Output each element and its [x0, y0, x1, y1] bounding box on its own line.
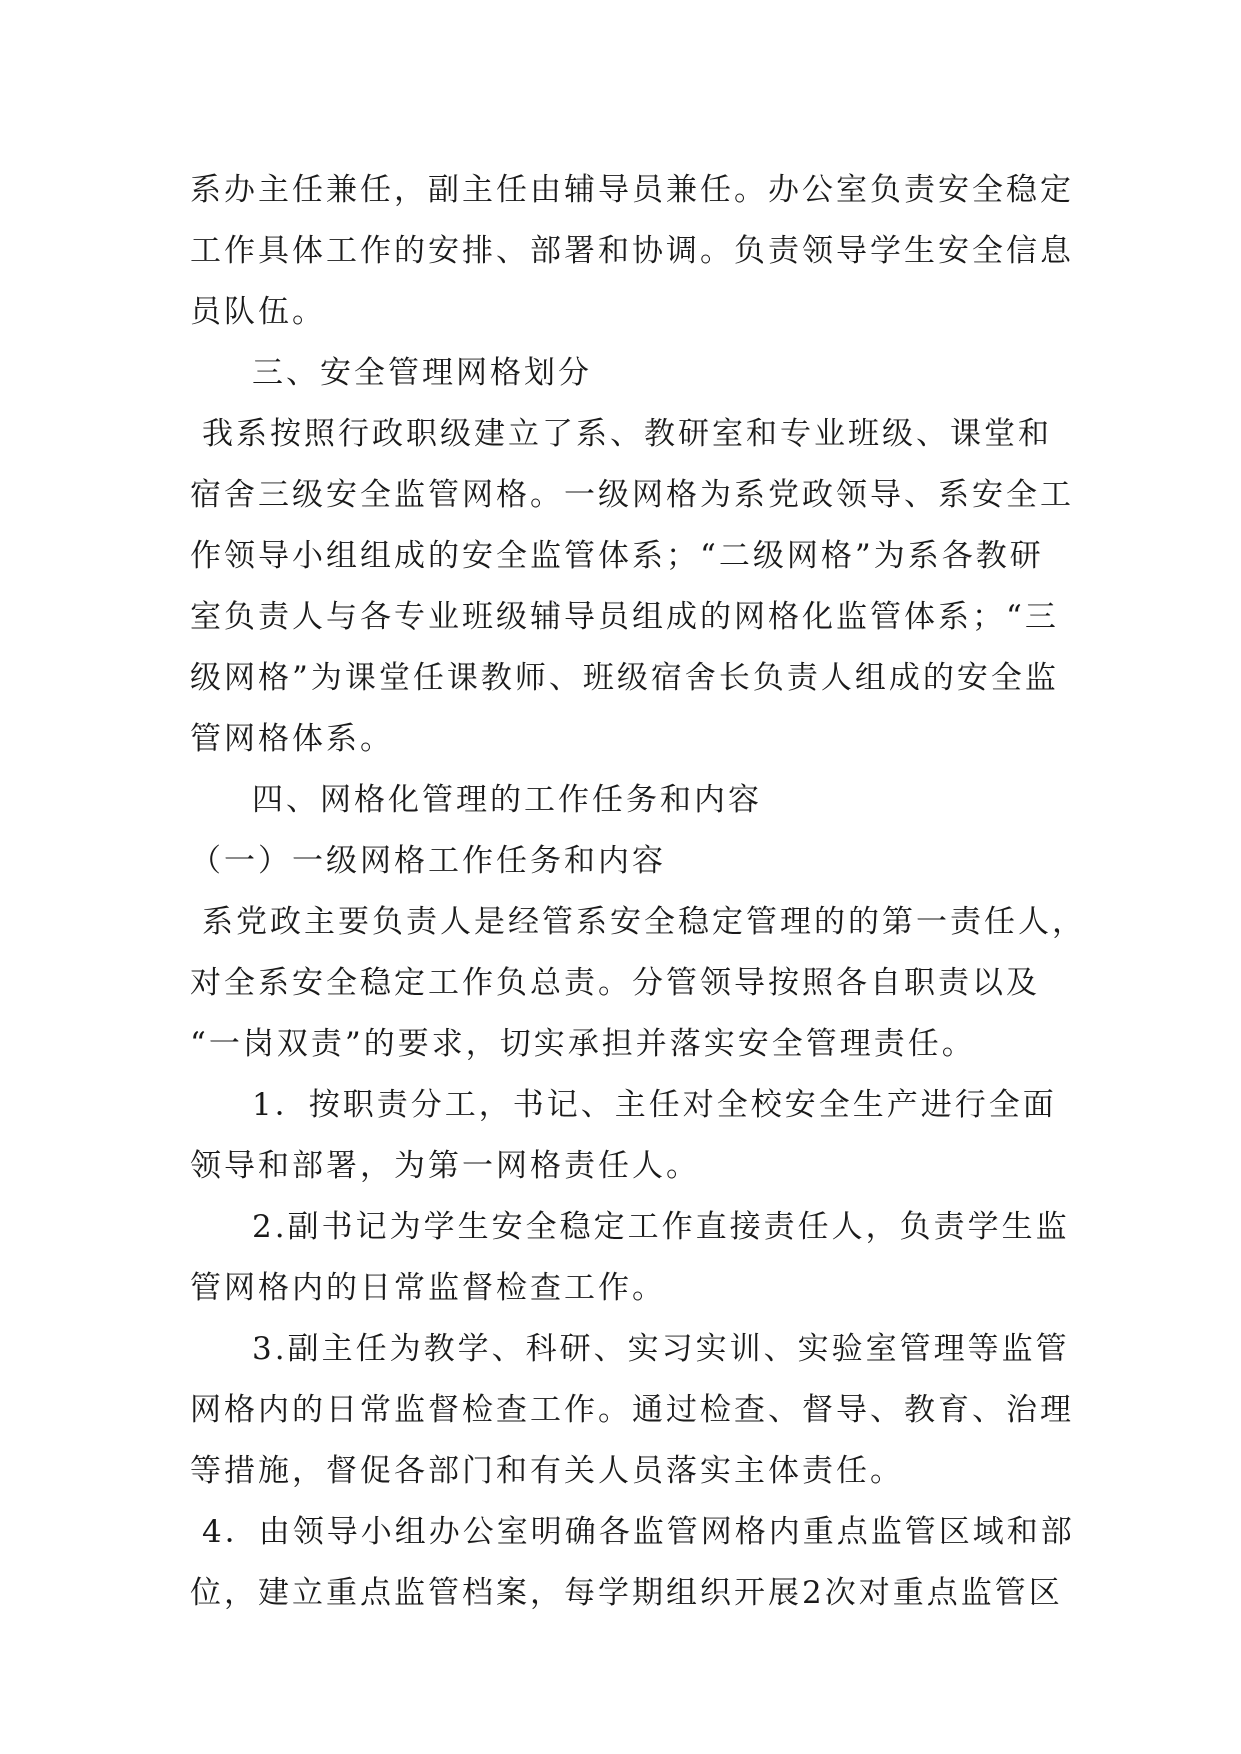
text-line: 我系按照行政职级建立了系、教研室和专业班级、课堂和 — [202, 416, 1052, 452]
text-line: 系党政主要负责人是经管系安全稳定管理的的第一责任人， — [202, 904, 1086, 940]
text-line: 对全系安全稳定工作负总责。分管领导按照各自职责以及 — [190, 965, 1040, 1001]
section-heading: 三、安全管理网格划分 — [252, 355, 592, 391]
text-line: 员队伍。 — [190, 294, 326, 330]
text-line: 领导和部署，为第一网格责任人。 — [190, 1148, 700, 1184]
text-line: 网格内的日常监督检查工作。通过检查、督导、教育、治理 — [190, 1392, 1074, 1428]
text-line: 级网格”为课堂任课教师、班级宿舍长负责人组成的安全监 — [190, 660, 1059, 696]
text-line: 管网格内的日常监督检查工作。 — [190, 1270, 666, 1306]
text-line: 宿舍三级安全监管网格。一级网格为系党政领导、系安全工 — [190, 477, 1074, 513]
text-line: 工作具体工作的安排、部署和协调。负责领导学生安全信息 — [190, 233, 1074, 269]
text-line: “一岗双责”的要求，切实承担并落实安全管理责任。 — [190, 1026, 976, 1062]
list-item-2: 2.副书记为学生安全稳定工作直接责任人，负责学生监 — [252, 1209, 1070, 1245]
text-line: 位，建立重点监管档案，每学期组织开展2次对重点监管区 — [190, 1575, 1063, 1611]
text-line: 室负责人与各专业班级辅导员组成的网格化监管体系；“三 — [190, 599, 1059, 635]
list-item-1: 1．按职责分工，书记、主任对全校安全生产进行全面 — [252, 1087, 1057, 1123]
text-line: 等措施，督促各部门和有关人员落实主体责任。 — [190, 1453, 904, 1489]
section-heading: 四、网格化管理的工作任务和内容 — [252, 782, 762, 818]
text-line: 作领导小组组成的安全监管体系；“二级网格”为系各教研 — [190, 538, 1044, 574]
document-body — [190, 160, 1086, 1624]
text-line: 管网格体系。 — [190, 721, 394, 757]
subsection-heading: （一）一级网格工作任务和内容 — [190, 843, 666, 879]
list-item-3: 3.副主任为教学、科研、实习实训、实验室管理等监管 — [252, 1331, 1070, 1367]
text-line: 系办主任兼任，副主任由辅导员兼任。办公室负责安全稳定 — [190, 172, 1074, 208]
list-item-4: 4．由领导小组办公室明确各监管网格内重点监管区域和部 — [202, 1514, 1075, 1550]
